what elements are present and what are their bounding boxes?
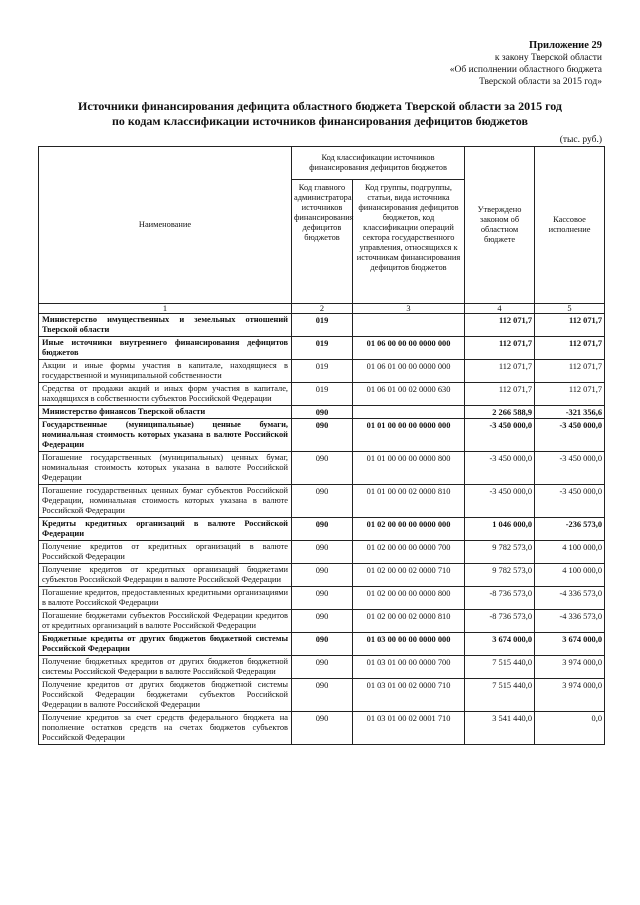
row-executed-cell: -236 573,0 <box>535 518 605 541</box>
row-source-code-cell: 01 02 00 00 00 0000 700 <box>353 541 465 564</box>
table-row <box>39 360 605 383</box>
row-executed-cell: -3 450 000,0 <box>535 452 605 485</box>
table-row <box>39 337 605 360</box>
row-admin-code-cell: 090 <box>292 656 353 679</box>
row-source-code-cell: 01 02 00 00 02 0000 710 <box>353 564 465 587</box>
table-row <box>39 541 605 564</box>
row-source-code-cell: 01 06 00 00 00 0000 000 <box>353 337 465 360</box>
row-name-cell: Акции и иные формы участия в капитале, находящиеся в государственной и муниципальной собственности <box>39 360 292 383</box>
row-name-cell: Получение кредитов от кредитных организаций в валюте Российской Федерации <box>39 541 292 564</box>
row-source-code-cell: 01 06 01 00 02 0000 630 <box>353 383 465 406</box>
column-number: 1 <box>39 304 292 314</box>
appendix-line-2: «Об исполнении областного бюджета <box>449 65 602 75</box>
row-name-cell: Погашение кредитов, предоставленных кредитными организациями в валюте Российской Федерации <box>39 587 292 610</box>
row-approved-cell: 3 674 000,0 <box>465 633 535 656</box>
row-admin-code-cell: 090 <box>292 541 353 564</box>
row-name-cell: Получение бюджетных кредитов от других бюджетов бюджетной системы Российской Федерации в валюте Российской Федерации <box>39 656 292 679</box>
table-row <box>39 656 605 679</box>
row-source-code-cell <box>353 406 465 419</box>
row-source-code-cell: 01 01 00 00 00 0000 000 <box>353 419 465 452</box>
table-row <box>39 383 605 406</box>
row-approved-cell: -3 450 000,0 <box>465 485 535 518</box>
row-approved-cell: 7 515 440,0 <box>465 679 535 712</box>
row-executed-cell: 3 974 000,0 <box>535 656 605 679</box>
units-label: (тыс. руб.) <box>559 135 602 145</box>
row-executed-cell: 3 974 000,0 <box>535 679 605 712</box>
column-number: 5 <box>535 304 605 314</box>
appendix-line-3: Тверской области за 2015 год» <box>479 77 602 87</box>
row-approved-cell: 2 266 588,9 <box>465 406 535 419</box>
column-number-row <box>39 304 605 314</box>
row-name-cell: Получение кредитов за счет средств федерального бюджета на пополнение остатков средств на счетах бюджетов субъектов Российской Федерации <box>39 712 292 745</box>
row-admin-code-cell: 019 <box>292 314 353 337</box>
table-row <box>39 419 605 452</box>
row-source-code-cell: 01 03 01 00 02 0000 710 <box>353 679 465 712</box>
row-admin-code-cell: 090 <box>292 712 353 745</box>
row-source-code-cell: 01 02 00 00 00 0000 800 <box>353 587 465 610</box>
table-row <box>39 610 605 633</box>
header-code-group: Код классификации источников финансирования дефицитов бюджетов <box>292 147 465 180</box>
table-row <box>39 485 605 518</box>
column-number: 2 <box>292 304 353 314</box>
table-row <box>39 564 605 587</box>
column-number: 4 <box>465 304 535 314</box>
table-body <box>39 314 605 745</box>
row-approved-cell: 3 541 440,0 <box>465 712 535 745</box>
row-source-code-cell: 01 01 00 00 00 0000 800 <box>353 452 465 485</box>
table-row <box>39 406 605 419</box>
row-executed-cell: -4 336 573,0 <box>535 610 605 633</box>
header-approved: Утверждено законом об областном бюджете <box>465 147 535 304</box>
appendix-title: Приложение 29 <box>529 40 602 51</box>
table-row <box>39 314 605 337</box>
row-name-cell: Погашение государственных (муниципальных) ценных бумаг, номинальная стоимость которых указана в валюте Российской Федерации <box>39 452 292 485</box>
row-source-code-cell: 01 01 00 00 02 0000 810 <box>353 485 465 518</box>
row-executed-cell: 0,0 <box>535 712 605 745</box>
row-source-code-cell: 01 03 01 00 02 0001 710 <box>353 712 465 745</box>
row-executed-cell: 4 100 000,0 <box>535 541 605 564</box>
row-admin-code-cell: 090 <box>292 518 353 541</box>
document-title-line-1: Источники финансирования дефицита областного бюджета Тверской области за 2015 год <box>78 99 562 113</box>
row-name-cell: Погашение бюджетами субъектов Российской Федерации кредитов от кредитных организаций в валюте Российской Федерации <box>39 610 292 633</box>
header-name: Наименование <box>39 147 292 304</box>
header-source-code: Код группы, подгруппы, статьи, вида источника финансирования дефицитов бюджетов, код классификации операций сектора государственного управления, относящихся к источникам финансирования дефицитов бюджетов <box>353 180 465 304</box>
row-admin-code-cell: 019 <box>292 360 353 383</box>
row-source-code-cell: 01 02 00 00 02 0000 810 <box>353 610 465 633</box>
row-name-cell: Министерство финансов Тверской области <box>39 406 292 419</box>
row-approved-cell: 112 071,7 <box>465 314 535 337</box>
row-admin-code-cell: 090 <box>292 485 353 518</box>
row-executed-cell: 112 071,7 <box>535 337 605 360</box>
row-approved-cell: 7 515 440,0 <box>465 656 535 679</box>
row-approved-cell: -8 736 573,0 <box>465 610 535 633</box>
table-row <box>39 633 605 656</box>
table-row <box>39 679 605 712</box>
row-name-cell: Министерство имущественных и земельных отношений Тверской области <box>39 314 292 337</box>
row-admin-code-cell: 090 <box>292 679 353 712</box>
row-admin-code-cell: 090 <box>292 633 353 656</box>
row-approved-cell: 112 071,7 <box>465 360 535 383</box>
row-admin-code-cell: 090 <box>292 587 353 610</box>
row-executed-cell: -3 450 000,0 <box>535 485 605 518</box>
row-approved-cell: 112 071,7 <box>465 337 535 360</box>
row-admin-code-cell: 090 <box>292 452 353 485</box>
row-source-code-cell: 01 03 00 00 00 0000 000 <box>353 633 465 656</box>
row-executed-cell: 112 071,7 <box>535 360 605 383</box>
table-row <box>39 587 605 610</box>
row-admin-code-cell: 019 <box>292 383 353 406</box>
appendix-line-1: к закону Тверской области <box>494 53 602 63</box>
row-executed-cell: -4 336 573,0 <box>535 587 605 610</box>
table-row <box>39 452 605 485</box>
table-row <box>39 712 605 745</box>
appendix-note <box>450 40 602 88</box>
row-approved-cell: 9 782 573,0 <box>465 564 535 587</box>
row-admin-code-cell: 090 <box>292 564 353 587</box>
row-source-code-cell <box>353 314 465 337</box>
row-name-cell: Средства от продажи акций и иных форм участия в капитале, находящихся в собственности субъектов Российской Федерации <box>39 383 292 406</box>
row-approved-cell: -3 450 000,0 <box>465 419 535 452</box>
row-executed-cell: 112 071,7 <box>535 314 605 337</box>
column-number: 3 <box>353 304 465 314</box>
row-name-cell: Погашение государственных ценных бумаг субъектов Российской Федерации, номинальная стоимость которых указана в валюте Российской Федерации <box>39 485 292 518</box>
table-row <box>39 518 605 541</box>
row-approved-cell: 112 071,7 <box>465 383 535 406</box>
row-approved-cell: -8 736 573,0 <box>465 587 535 610</box>
row-admin-code-cell: 090 <box>292 610 353 633</box>
row-name-cell: Государственные (муниципальные) ценные бумаги, номинальная стоимость которых указана в валюте Российской Федерации <box>39 419 292 452</box>
row-approved-cell: -3 450 000,0 <box>465 452 535 485</box>
sources-table <box>38 146 605 745</box>
row-executed-cell: -321 356,6 <box>535 406 605 419</box>
header-admin-code: Код главного администратора источников финансирования дефицитов бюджетов <box>292 180 353 304</box>
row-executed-cell: 4 100 000,0 <box>535 564 605 587</box>
row-name-cell: Кредиты кредитных организаций в валюте Российской Федерации <box>39 518 292 541</box>
row-name-cell: Получение кредитов от других бюджетов бюджетной системы Российской Федерации бюджетами субъектов Российской Федерации в валюте Российской Федерации <box>39 679 292 712</box>
row-source-code-cell: 01 03 01 00 00 0000 700 <box>353 656 465 679</box>
document-title-line-2: по кодам классификации источников финансирования дефицитов бюджетов <box>112 114 528 128</box>
row-admin-code-cell: 090 <box>292 419 353 452</box>
row-executed-cell: 112 071,7 <box>535 383 605 406</box>
row-source-code-cell: 01 02 00 00 00 0000 000 <box>353 518 465 541</box>
header-executed: Кассовое исполнение <box>535 147 605 304</box>
row-approved-cell: 9 782 573,0 <box>465 541 535 564</box>
document-title <box>40 99 600 129</box>
row-executed-cell: 3 674 000,0 <box>535 633 605 656</box>
row-admin-code-cell: 090 <box>292 406 353 419</box>
row-source-code-cell: 01 06 01 00 00 0000 000 <box>353 360 465 383</box>
row-admin-code-cell: 019 <box>292 337 353 360</box>
row-name-cell: Иные источники внутреннего финансирования дефицитов бюджетов <box>39 337 292 360</box>
row-executed-cell: -3 450 000,0 <box>535 419 605 452</box>
row-name-cell: Бюджетные кредиты от других бюджетов бюджетной системы Российской Федерации <box>39 633 292 656</box>
row-approved-cell: 1 046 000,0 <box>465 518 535 541</box>
row-name-cell: Получение кредитов от кредитных организаций бюджетами субъектов Российской Федерации в валюте Российской Федерации <box>39 564 292 587</box>
